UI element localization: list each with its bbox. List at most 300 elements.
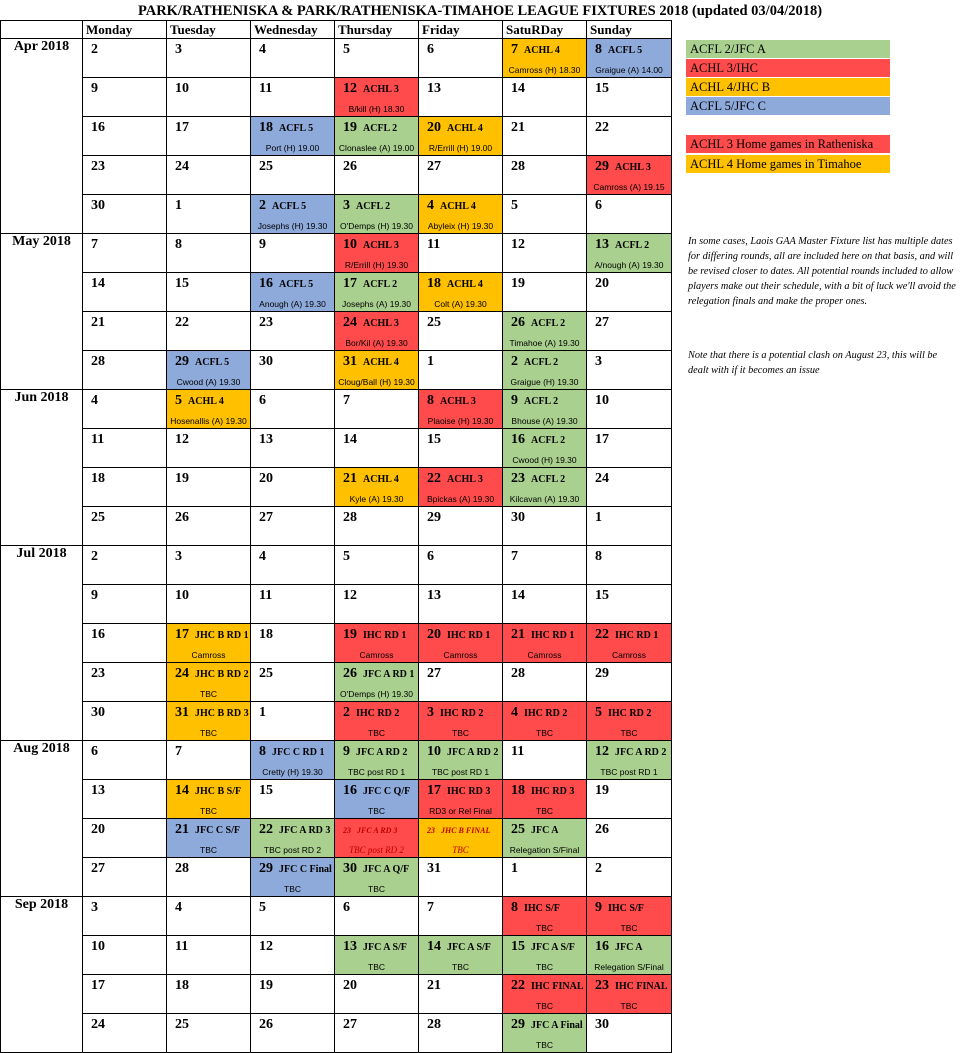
competition-label: JHC B RD 1	[195, 630, 249, 641]
day-number: 3	[175, 42, 182, 57]
day-cell	[251, 507, 335, 546]
day-number-wrap	[343, 510, 357, 526]
day-number: 26	[595, 822, 609, 837]
day-cell	[83, 1014, 167, 1053]
day-number-wrap	[91, 978, 105, 994]
day-number-wrap	[595, 939, 643, 955]
competition-label: JFC A RD 2	[356, 747, 408, 758]
competition-label: ACHL 3	[447, 474, 483, 485]
week-row	[1, 312, 672, 351]
day-number-wrap	[259, 237, 266, 253]
day-number-wrap	[427, 900, 434, 916]
fixture-detail: O'Demps (H) 19.30	[340, 221, 413, 231]
fixture-cell	[419, 468, 503, 507]
day-number: 7	[427, 900, 434, 915]
day-number: 25	[259, 666, 273, 681]
fixture-detail: TBC	[536, 923, 553, 933]
day-cell	[419, 858, 503, 897]
fixture-cell	[335, 819, 419, 858]
day-number-wrap	[259, 315, 273, 331]
day-number: 26	[511, 315, 525, 330]
note-clash: Note that there is a potential clash on August 23, this will be dealt with if it becomes an issue	[688, 350, 938, 376]
fixture-detail: Cretty (H) 19.30	[262, 767, 323, 777]
day-number-wrap	[427, 471, 483, 487]
day-number: 27	[343, 1017, 357, 1032]
day-number-wrap	[427, 510, 441, 526]
day-number-wrap	[511, 510, 525, 526]
fixture-detail: TBC	[452, 728, 469, 738]
day-cell	[167, 858, 251, 897]
day-number-wrap	[343, 42, 350, 58]
competition-label: JFC C Q/F	[363, 786, 411, 797]
day-cell	[167, 546, 251, 585]
day-number: 25	[91, 510, 105, 525]
day-cell	[83, 429, 167, 468]
fixture-detail: TBC	[536, 1040, 553, 1050]
day-number-wrap	[175, 588, 189, 604]
week-row	[1, 273, 672, 312]
day-number-wrap	[259, 510, 273, 526]
fixture-cell	[419, 819, 503, 858]
day-number: 17	[343, 276, 357, 291]
day-number-wrap	[175, 822, 240, 838]
day-number: 12	[175, 432, 189, 447]
day-number-wrap	[511, 198, 518, 214]
fixture-detail: Graigue (H) 19.30	[510, 377, 579, 387]
day-number: 5	[343, 42, 350, 57]
competition-label: ACHL 3	[440, 396, 476, 407]
day-number-wrap	[343, 276, 397, 292]
day-number: 3	[343, 198, 350, 213]
note-multiple-dates: In some cases, Laois GAA Master Fixture list has multiple dates for differing rounds, all are included here on that basis, and will be revised closer to dates. All potential rounds included to allow players make out their schedule, with a bit of luck we'll avoid the relegation finals and make the proper ones.	[688, 236, 956, 307]
fixture-detail: Bhouse (A) 19.30	[511, 416, 578, 426]
day-number: 17	[175, 627, 189, 642]
competition-label: ACHL 3	[363, 84, 399, 95]
legend-item: ACHL 3 Home games in Ratheniska	[686, 135, 890, 153]
day-cell	[587, 1014, 672, 1053]
fixture-cell	[503, 819, 587, 858]
week-row	[1, 39, 672, 78]
day-number: 15	[595, 588, 609, 603]
competition-label: ACHL 4	[524, 45, 560, 56]
day-cell	[251, 156, 335, 195]
day-cell	[335, 1014, 419, 1053]
competition-label: IHC RD 2	[440, 708, 484, 719]
fixture-detail: R/Errill (H) 19.30	[344, 260, 409, 270]
day-number-wrap	[595, 198, 602, 214]
week-row	[1, 975, 672, 1014]
day-number: 21	[427, 978, 441, 993]
day-number-wrap	[595, 900, 644, 916]
day-cell	[83, 975, 167, 1014]
day-number: 8	[259, 744, 266, 759]
day-number-wrap	[175, 432, 189, 448]
day-number-wrap	[259, 1017, 273, 1033]
day-cell	[251, 936, 335, 975]
fixture-detail: Cwood (A) 19.30	[176, 377, 241, 387]
day-number-wrap	[511, 549, 518, 565]
fixture-detail: R/Errill (H) 19.00	[428, 143, 493, 153]
day-cell	[251, 390, 335, 429]
day-cell	[419, 429, 503, 468]
fixture-cell	[419, 117, 503, 156]
fixture-cell	[251, 819, 335, 858]
competition-label: ACFL 2	[531, 474, 566, 485]
competition-label: JFC A RD 2	[447, 747, 499, 758]
day-number: 26	[343, 159, 357, 174]
competition-label: ACFL 5	[195, 357, 230, 368]
day-number-wrap	[259, 159, 273, 175]
day-cell	[251, 39, 335, 78]
day-number: 31	[175, 705, 189, 720]
day-number-wrap	[595, 744, 666, 760]
day-number: 22	[595, 120, 609, 135]
day-number-wrap	[427, 861, 441, 877]
day-number-wrap	[343, 393, 350, 409]
day-cell	[587, 663, 672, 702]
day-number-wrap	[259, 81, 272, 97]
day-number-wrap	[343, 432, 357, 448]
fixture-cell	[503, 390, 587, 429]
day-number: 9	[91, 588, 98, 603]
fixture-detail: Camross	[443, 650, 478, 660]
day-number-wrap	[259, 627, 273, 643]
day-number: 13	[259, 432, 273, 447]
day-number: 23	[259, 315, 273, 330]
competition-label: JFC A Q/F	[363, 864, 410, 875]
day-number: 13	[427, 588, 441, 603]
day-cell	[587, 429, 672, 468]
fixture-cell	[419, 390, 503, 429]
day-number-wrap	[259, 939, 273, 955]
fixture-detail: TBC	[368, 806, 385, 816]
fixture-detail: Relegation S/Final	[594, 962, 664, 972]
day-number: 1	[259, 705, 266, 720]
day-number: 9	[343, 744, 350, 759]
day-number: 8	[595, 549, 602, 564]
day-cell	[251, 429, 335, 468]
day-number: 6	[427, 42, 434, 57]
fixture-cell	[335, 741, 419, 780]
day-number: 28	[427, 1017, 441, 1032]
fixture-detail: Camross	[359, 650, 394, 660]
day-number-wrap	[511, 744, 524, 760]
day-number-wrap	[427, 588, 441, 604]
competition-label: JFC A RD 3	[357, 826, 398, 835]
day-cell	[503, 78, 587, 117]
day-cell	[503, 156, 587, 195]
day-number: 18	[259, 120, 273, 135]
fixture-cell	[251, 273, 335, 312]
fixture-detail: TBC	[452, 962, 469, 972]
corner-cell	[1, 21, 83, 39]
day-number: 28	[91, 354, 105, 369]
day-number: 1	[595, 510, 602, 525]
competition-label: ACFL 2	[363, 123, 398, 134]
day-number-wrap	[175, 276, 189, 292]
fixture-detail: Timahoe (A) 19.30	[509, 338, 580, 348]
day-number: 2	[259, 198, 266, 213]
day-cell	[503, 117, 587, 156]
day-number: 10	[595, 393, 609, 408]
day-number: 7	[175, 744, 182, 759]
day-cell	[251, 780, 335, 819]
day-number-wrap	[511, 627, 574, 643]
day-cell	[419, 585, 503, 624]
day-number-wrap	[595, 822, 609, 838]
day-number-wrap	[595, 588, 609, 604]
day-number-wrap	[259, 471, 273, 487]
competition-label: JHC B RD 3	[195, 708, 249, 719]
competition-label: IHC FINAL	[615, 981, 668, 992]
day-number-wrap	[175, 900, 182, 916]
fixture-cell	[587, 624, 672, 663]
fixture-detail: Camross (H) 18.30	[508, 65, 581, 75]
day-cell	[167, 312, 251, 351]
day-number-wrap	[91, 900, 98, 916]
day-number: 19	[595, 783, 609, 798]
day-number: 14	[511, 588, 525, 603]
competition-label: ACFL 2	[524, 396, 559, 407]
day-number: 7	[511, 549, 518, 564]
day-number: 14	[343, 432, 357, 447]
week-row	[1, 429, 672, 468]
day-number-wrap	[91, 666, 105, 682]
day-number-wrap	[91, 627, 105, 643]
day-number-wrap	[595, 432, 609, 448]
day-number-wrap	[91, 939, 105, 955]
day-cell	[419, 1014, 503, 1053]
day-number: 28	[511, 159, 525, 174]
day-number: 3	[91, 900, 98, 915]
day-cell	[83, 78, 167, 117]
day-cell	[335, 39, 419, 78]
fixture-detail: Camross	[611, 650, 646, 660]
day-number-wrap	[343, 549, 350, 565]
fixture-cell	[503, 429, 587, 468]
day-number: 24	[91, 1017, 105, 1032]
day-number: 21	[343, 471, 357, 486]
competition-label: IHC RD 1	[447, 630, 491, 641]
day-cell	[419, 897, 503, 936]
competition-label: IHC RD 3	[447, 786, 491, 797]
day-cell	[83, 156, 167, 195]
day-number: 17	[427, 783, 441, 798]
fixture-detail: Cwood (H) 19.30	[512, 455, 577, 465]
day-number-wrap	[427, 627, 490, 643]
fixture-cell	[419, 195, 503, 234]
day-number-wrap	[175, 1017, 189, 1033]
day-number-wrap	[427, 81, 441, 97]
day-number: 13	[427, 81, 441, 96]
fixture-cell	[251, 741, 335, 780]
week-row	[1, 936, 672, 975]
day-number-wrap	[343, 705, 399, 721]
day-number: 20	[343, 978, 357, 993]
competition-label: ACHL 4	[363, 357, 399, 368]
day-number: 4	[259, 549, 266, 564]
day-number: 15	[259, 783, 273, 798]
day-number-wrap	[595, 393, 609, 409]
day-number-wrap	[259, 432, 273, 448]
day-number-wrap	[175, 159, 189, 175]
day-cell	[335, 975, 419, 1014]
day-number: 7	[511, 42, 518, 57]
day-number-wrap	[511, 237, 525, 253]
fixture-detail: Plaoise (H) 19.30	[427, 416, 494, 426]
week-row	[1, 546, 672, 585]
day-cell	[587, 507, 672, 546]
day-number: 29	[175, 354, 189, 369]
day-cell	[83, 585, 167, 624]
week-row	[1, 858, 672, 897]
fixture-detail: A/nough (A) 19.30	[594, 260, 664, 270]
day-number-wrap	[91, 315, 105, 331]
day-number-wrap	[427, 549, 434, 565]
competition-label: ACFL 2	[356, 201, 391, 212]
competition-label: JHC B S/F	[195, 786, 242, 797]
day-number: 2	[91, 42, 98, 57]
week-row	[1, 663, 672, 702]
day-number: 4	[511, 705, 518, 720]
day-number: 13	[91, 783, 105, 798]
day-number: 12	[343, 588, 357, 603]
competition-label: ACFL 2	[615, 240, 650, 251]
fixture-calendar	[0, 20, 672, 1053]
competition-label: JFC A S/F	[531, 942, 575, 953]
day-number-wrap	[175, 81, 189, 97]
day-number: 30	[343, 861, 357, 876]
day-number-wrap	[343, 120, 397, 136]
competition-label: JFC A S/F	[363, 942, 407, 953]
day-number-wrap	[175, 627, 249, 643]
day-number: 1	[175, 198, 182, 213]
day-number: 23	[91, 159, 105, 174]
competition-label: ACHL 4	[447, 123, 483, 134]
day-cell	[83, 858, 167, 897]
day-number-wrap	[343, 354, 399, 370]
day-cell	[167, 156, 251, 195]
day-cell	[167, 1014, 251, 1053]
day-cell	[335, 546, 419, 585]
day-cell	[167, 78, 251, 117]
day-number: 14	[91, 276, 105, 291]
day-cell	[587, 312, 672, 351]
day-number-wrap	[91, 432, 104, 448]
day-number: 20	[91, 822, 105, 837]
week-row	[1, 702, 672, 741]
day-number: 26	[175, 510, 189, 525]
fixture-detail: TBC post RD 2	[349, 845, 404, 855]
day-cell	[83, 117, 167, 156]
day-number: 16	[595, 939, 609, 954]
fixture-cell	[587, 897, 672, 936]
day-cell	[419, 546, 503, 585]
day-cell	[419, 234, 503, 273]
day-number: 15	[511, 939, 525, 954]
month-label: Jul 2018	[1, 546, 83, 741]
day-number: 12	[259, 939, 273, 954]
day-number: 2	[511, 354, 518, 369]
day-number-wrap	[91, 1017, 105, 1033]
day-number: 15	[427, 432, 441, 447]
day-number-wrap	[427, 939, 491, 955]
day-number-wrap	[427, 393, 476, 409]
day-number: 28	[175, 861, 189, 876]
competition-label: JHC B RD 2	[195, 669, 249, 680]
day-number: 11	[259, 81, 273, 96]
day-number-wrap	[427, 237, 440, 253]
day-number-wrap	[175, 354, 229, 370]
day-header-sunday: Sunday	[587, 21, 672, 39]
fixture-detail: TBC post RD 2	[263, 845, 322, 855]
day-number: 23	[427, 826, 435, 835]
fixture-cell	[503, 468, 587, 507]
day-number-wrap	[511, 666, 525, 682]
competition-label: ACFL 5	[279, 123, 314, 134]
fixture-cell	[503, 780, 587, 819]
week-row	[1, 117, 672, 156]
day-number: 10	[91, 939, 105, 954]
month-label: May 2018	[1, 234, 83, 390]
day-cell	[251, 1014, 335, 1053]
day-number: 24	[343, 315, 357, 330]
day-number-wrap	[511, 978, 584, 994]
day-number: 30	[511, 510, 525, 525]
fixture-cell	[251, 858, 335, 897]
day-number-wrap	[595, 705, 651, 721]
day-number-wrap	[595, 354, 602, 370]
day-number-wrap	[91, 510, 105, 526]
competition-label: IHC S/F	[608, 903, 644, 914]
day-cell	[251, 468, 335, 507]
week-row	[1, 780, 672, 819]
day-number-wrap	[427, 744, 498, 760]
day-number: 2	[343, 705, 350, 720]
fixture-cell	[167, 624, 251, 663]
fixture-detail: Clonaslee (A) 19.00	[338, 143, 415, 153]
fixture-cell	[335, 468, 419, 507]
day-cell	[587, 819, 672, 858]
day-number: 27	[427, 666, 441, 681]
day-number-wrap	[175, 861, 189, 877]
day-number-wrap	[511, 588, 525, 604]
day-number: 17	[175, 120, 189, 135]
fixture-cell	[503, 897, 587, 936]
day-number: 29	[511, 1017, 525, 1032]
day-number-wrap	[343, 666, 414, 682]
fixture-cell	[419, 780, 503, 819]
day-number: 25	[427, 315, 441, 330]
day-number: 1	[511, 861, 518, 876]
day-cell	[83, 468, 167, 507]
day-number-wrap	[91, 822, 105, 838]
legend-item: ACHL 4 Home games in Timahoe	[686, 155, 890, 173]
competition-label: JFC A RD 2	[615, 747, 667, 758]
day-cell	[167, 429, 251, 468]
day-number-wrap	[427, 198, 476, 214]
day-number-wrap	[259, 666, 273, 682]
day-number: 16	[259, 276, 273, 291]
fixture-cell	[335, 858, 419, 897]
fixture-cell	[503, 702, 587, 741]
week-row	[1, 156, 672, 195]
day-cell	[503, 273, 587, 312]
day-number: 19	[343, 120, 357, 135]
competition-label: ACFL 5	[279, 279, 314, 290]
day-number: 30	[259, 354, 273, 369]
day-number: 19	[175, 471, 189, 486]
